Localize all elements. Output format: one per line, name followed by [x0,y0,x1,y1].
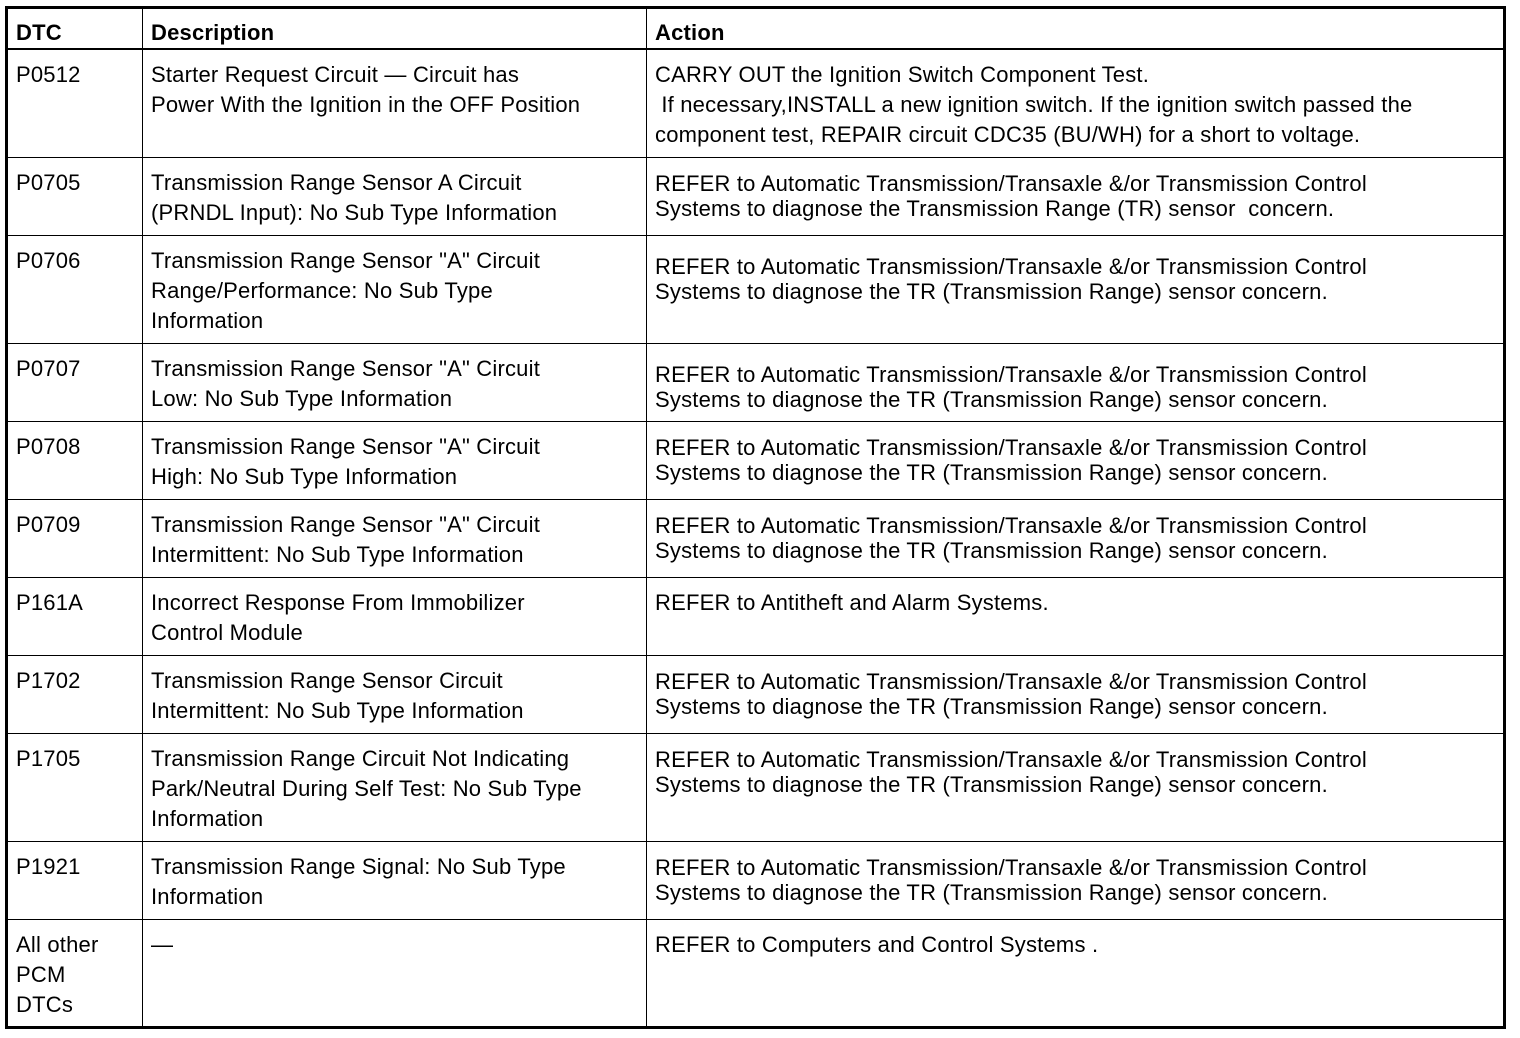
dtc-action: REFER to Automatic Transmission/Transaxle &/or Transmission Control Systems to diagnose the Transmission Range (TR) sensor concern. [655,170,1367,221]
dtc-description: Transmission Range Circuit Not Indicating Park/Neutral During Self Test: No Sub Type Information [143,733,647,841]
dtc-code: P0708 [7,421,143,499]
dtc-action-cell [647,157,1505,235]
dtc-action: REFER to Automatic Transmission/Transaxle &/or Transmission Control Systems to diagnose the TR (Transmission Range) sensor concern. [655,746,1367,797]
header-row [7,8,1505,50]
dtc-table [5,6,1506,1029]
dtc-code: P0707 [7,343,143,421]
dtc-code: P0706 [7,235,143,343]
dtc-description: — [143,919,647,1027]
dtc-action-cell [647,49,1505,157]
table-header [7,8,1505,50]
table-row [7,421,1505,499]
dtc-description: Transmission Range Sensor "A" Circuit Low: No Sub Type Information [143,343,647,421]
dtc-action-cell [647,733,1505,841]
dtc-description: Transmission Range Sensor Circuit Intermittent: No Sub Type Information [143,655,647,733]
table-row [7,733,1505,841]
dtc-action: CARRY OUT the Ignition Switch Component Test. If necessary,INSTALL a new ignition switch. If the ignition switch passed the component test, REPAIR circuit CDC35 (BU/WH) for a short to voltage. [655,62,1413,147]
dtc-code: P0512 [7,49,143,157]
table-row [7,49,1505,157]
table-row [7,343,1505,421]
table-row [7,577,1505,655]
dtc-action: REFER to Automatic Transmission/Transaxle &/or Transmission Control Systems to diagnose the TR (Transmission Range) sensor concern. [655,854,1367,905]
dtc-action: REFER to Antitheft and Alarm Systems. [655,589,1049,615]
dtc-description: Starter Request Circuit — Circuit has Power With the Ignition in the OFF Position [143,49,647,157]
dtc-code: P0709 [7,499,143,577]
dtc-code: P161A [7,577,143,655]
dtc-action-cell [647,919,1505,1027]
dtc-description: Transmission Range Sensor "A" Circuit Intermittent: No Sub Type Information [143,499,647,577]
header-dtc: DTC [7,8,143,50]
table-row [7,235,1505,343]
dtc-action: REFER to Automatic Transmission/Transaxle &/or Transmission Control Systems to diagnose the TR (Transmission Range) sensor concern. [655,668,1367,719]
dtc-action-cell [647,655,1505,733]
dtc-action: REFER to Automatic Transmission/Transaxle &/or Transmission Control Systems to diagnose the TR (Transmission Range) sensor concern. [655,361,1367,412]
dtc-action-cell [647,841,1505,919]
dtc-code: P1702 [7,655,143,733]
dtc-action-cell [647,499,1505,577]
dtc-description: Transmission Range Sensor "A" Circuit Range/Performance: No Sub Type Information [143,235,647,343]
table-row [7,157,1505,235]
header-action: Action [647,8,1505,50]
dtc-action: REFER to Automatic Transmission/Transaxle &/or Transmission Control Systems to diagnose the TR (Transmission Range) sensor concern. [655,512,1367,563]
dtc-description: Transmission Range Signal: No Sub Type Information [143,841,647,919]
dtc-description: Incorrect Response From Immobilizer Control Module [143,577,647,655]
dtc-action-cell [647,343,1505,421]
dtc-action-cell [647,235,1505,343]
dtc-action-cell [647,577,1505,655]
table-row [7,655,1505,733]
dtc-description: Transmission Range Sensor A Circuit (PRNDL Input): No Sub Type Information [143,157,647,235]
dtc-action: REFER to Computers and Control Systems . [655,931,1099,957]
dtc-code: P1921 [7,841,143,919]
header-description: Description [143,8,647,50]
table-row [7,499,1505,577]
table-row [7,919,1505,1027]
dtc-code: P1705 [7,733,143,841]
dtc-code: P0705 [7,157,143,235]
dtc-action-cell [647,421,1505,499]
table-row [7,841,1505,919]
dtc-description: Transmission Range Sensor "A" Circuit High: No Sub Type Information [143,421,647,499]
dtc-code: All other PCM DTCs [7,919,143,1027]
dtc-action: REFER to Automatic Transmission/Transaxle &/or Transmission Control Systems to diagnose the TR (Transmission Range) sensor concern. [655,253,1367,304]
dtc-action: REFER to Automatic Transmission/Transaxle &/or Transmission Control Systems to diagnose the TR (Transmission Range) sensor concern. [655,434,1367,485]
table-body [7,49,1505,1027]
